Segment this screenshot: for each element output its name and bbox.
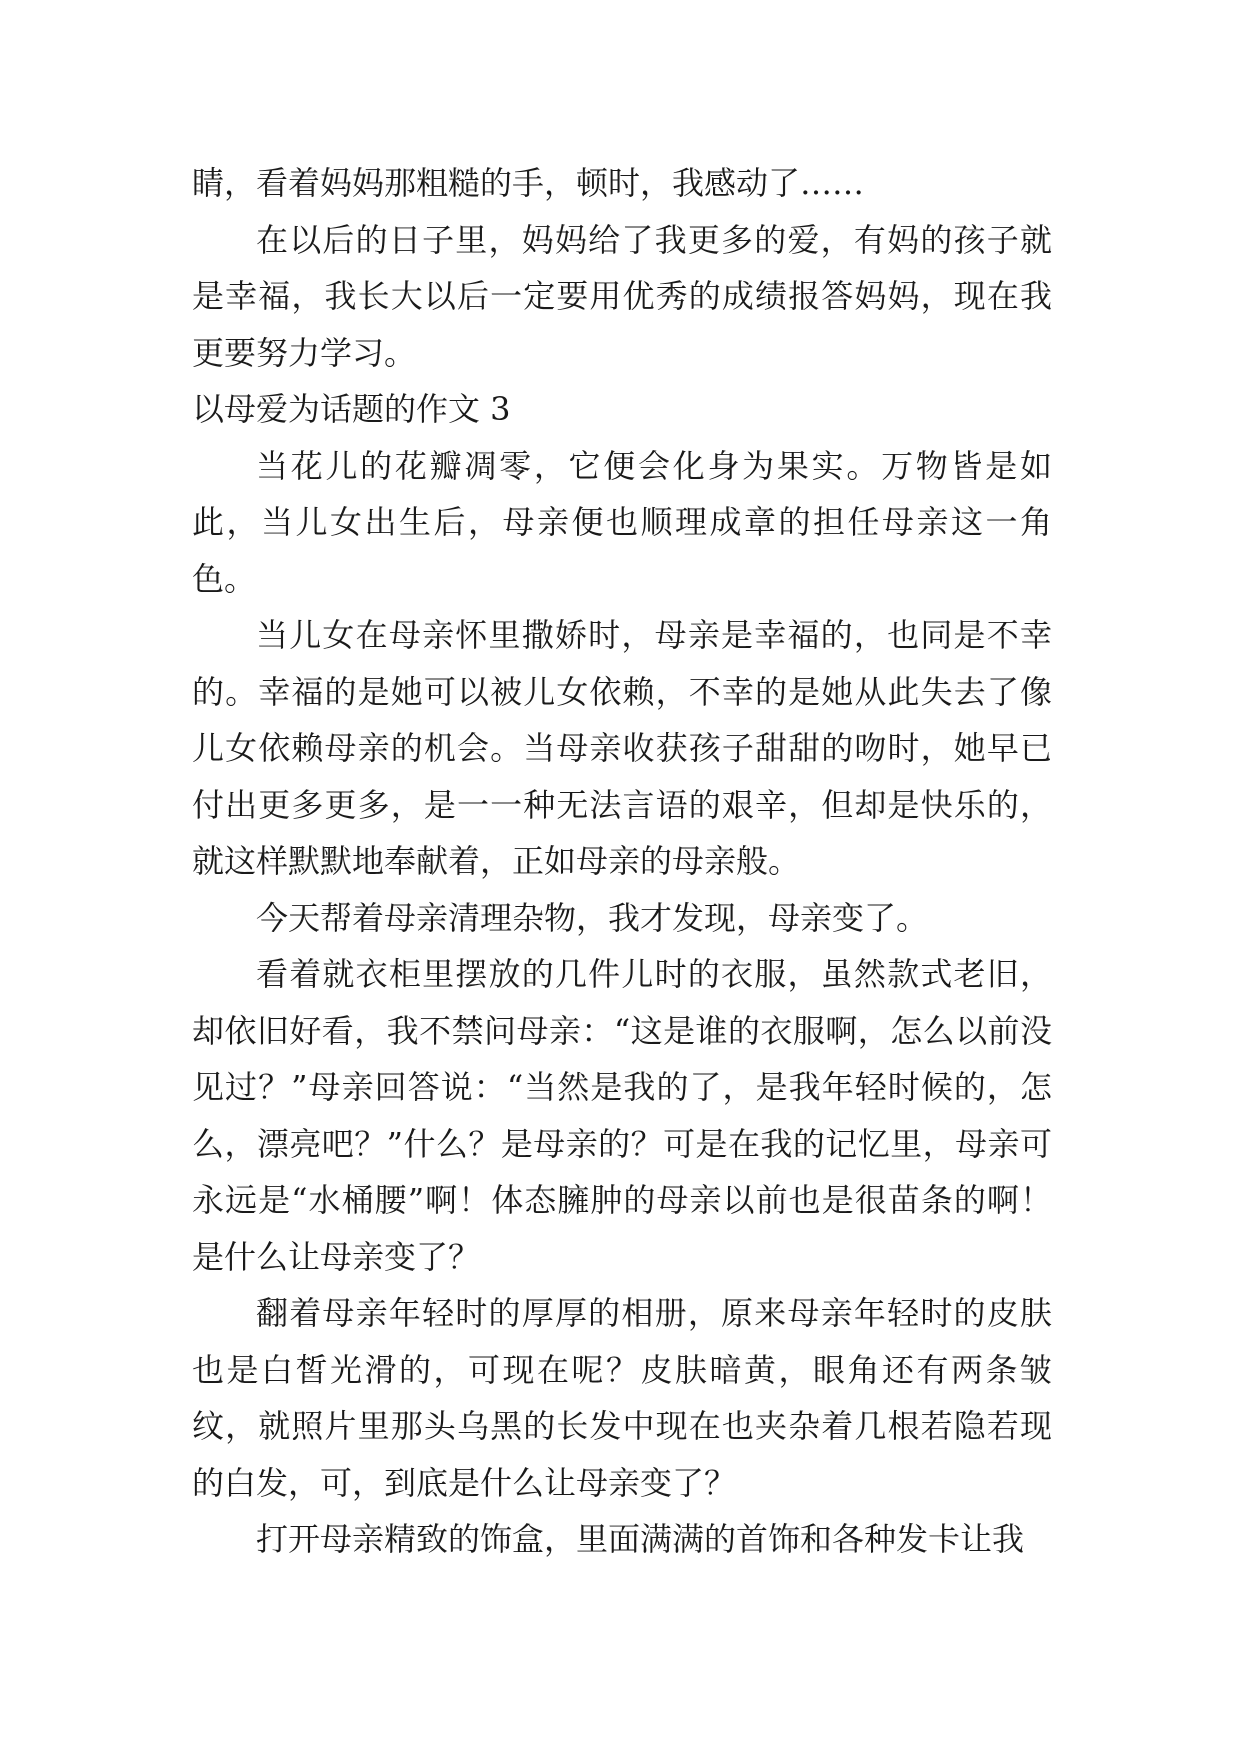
section-heading: 以母爱为话题的作文 3 (192, 390, 511, 428)
paragraph-2: 在以后的日子里，妈妈给了我更多的爱，有妈的孩子就是幸福，我长大以后一定要用优秀的成绩报答妈妈，现在我更要努力学习。 (192, 220, 1052, 372)
paragraph-1: 睛，看着妈妈那粗糙的手，顿时，我感动了…… (192, 164, 865, 202)
paragraph-6: 看着就衣柜里摆放的几件儿时的衣服，虽然款式老旧，却依旧好看，我不禁问母亲：“这是谁的衣服啊，怎么以前没见过？”母亲回答说：“当然是我的了，是我年轻时候的，怎么，漂亮吧？”什么？是母亲的？可是在我的记忆里，母亲可永远是“水桶腰”啊！体态臃肿的母亲以前也是很苗条的啊！是什么让母亲变了？ (192, 955, 1052, 1276)
paragraph-5: 今天帮着母亲清理杂物，我才发现，母亲变了。 (256, 898, 929, 937)
paragraph-3: 当花儿的花瓣凋零，它便会化身为果实。万物皆是如此，当儿女出生后，母亲便也顺理成章的担任母亲这一角色。 (192, 446, 1052, 598)
paragraph-4: 当儿女在母亲怀里撒娇时，母亲是幸福的，也同是不幸的。幸福的是她可以被儿女依赖，不幸的是她从此失去了像儿女依赖母亲的机会。当母亲收获孩子甜甜的吻时，她早已付出更多更多，是一一种无法言语的艰辛，但却是快乐的，就这样默默地奉献着，正如母亲的母亲般。 (192, 616, 1052, 880)
paragraph-7: 翻着母亲年轻时的厚厚的相册，原来母亲年轻时的皮肤也是白皙光滑的，可现在呢？皮肤暗黄，眼角还有两条皱纹，就照片里那头乌黑的长发中现在也夹杂着几根若隐若现的白发，可，到底是什么让母亲变了？ (192, 1294, 1052, 1502)
paragraph-8: 打开母亲精致的饰盒，里面满满的首饰和各种发卡让我 (256, 1520, 1025, 1558)
document-body (192, 155, 1052, 1568)
